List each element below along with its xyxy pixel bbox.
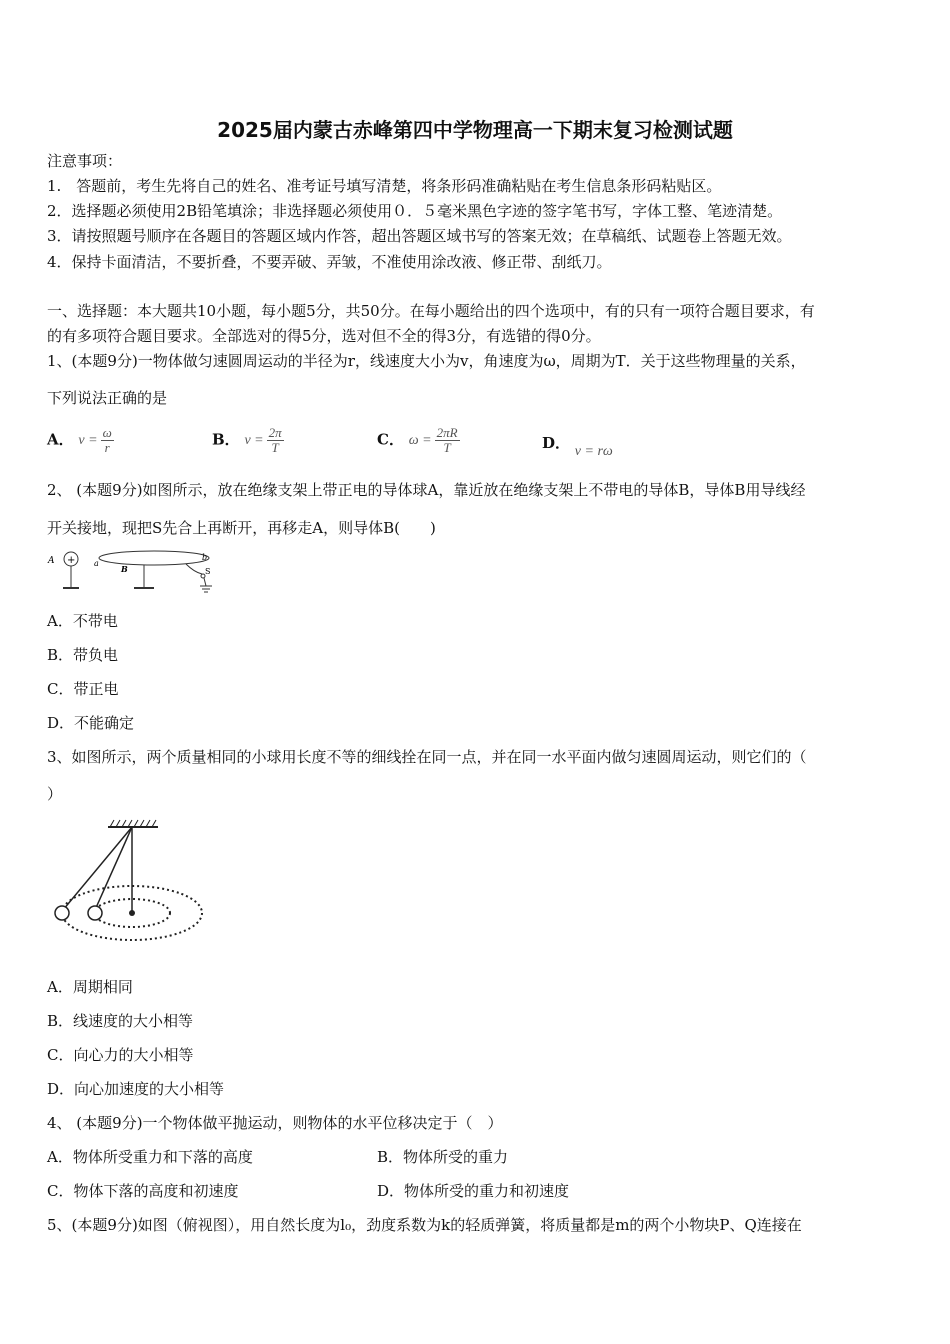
q2-option: D．不能确定 bbox=[47, 714, 135, 732]
question-2-stem: 开关接地，现把S先合上再断开，再移走A，则导体B( ) bbox=[47, 519, 436, 537]
q2-option: B．带负电 bbox=[47, 646, 119, 664]
q3-option: C．向心力的大小相等 bbox=[47, 1046, 194, 1064]
question-4-stem: 4、 (本题9分)一个物体做平抛运动，则物体的水平位移决定于（ ） bbox=[47, 1114, 503, 1132]
section-heading: 的有多项符合题目要求。全部选对的得5分，选对但不全的得3分，有选错的得0分。 bbox=[47, 327, 601, 345]
formula: v = rω bbox=[574, 444, 613, 459]
option-label: D． bbox=[542, 434, 571, 452]
notice-heading: 注意事项： bbox=[47, 152, 123, 170]
formula-numerator: 2πR bbox=[436, 425, 458, 440]
plus-sign: + bbox=[67, 555, 76, 566]
question-2-stem: 2、 (本题9分)如图所示，放在绝缘支架上带正电的导体球A，靠近放在绝缘支架上不带电的导体B，导体B用导线经 bbox=[47, 481, 806, 499]
q1-option-b bbox=[212, 426, 284, 455]
q1-option-d bbox=[542, 433, 613, 459]
notice-item: 2．选择题必须使用2B铅笔填涂；非选择题必须使用０．５毫米黑色字迹的签字笔书写，字体工整、笔迹清楚。 bbox=[47, 202, 783, 220]
q3-option: A．周期相同 bbox=[47, 978, 133, 996]
q1-option-a bbox=[47, 426, 114, 455]
formula-denominator: r bbox=[104, 440, 110, 455]
question-5-stem: 5、(本题9分)如图（俯视图），用自然长度为l₀，劲度系数为k的轻质弹簧，将质量都是m的两个小物块P、Q连接在 bbox=[47, 1216, 802, 1234]
label-switch: S bbox=[205, 567, 211, 576]
formula-denominator: T bbox=[443, 440, 451, 455]
label-b-end: b bbox=[202, 553, 208, 562]
option-label: B． bbox=[212, 430, 240, 449]
conical-pendulum-figure bbox=[50, 815, 205, 945]
q1-option-c bbox=[377, 426, 460, 455]
label-a-end: a bbox=[94, 559, 99, 568]
notice-item: 4．保持卡面清洁，不要折叠，不要弄破、弄皱，不准使用涂改液、修正带、刮纸刀。 bbox=[47, 253, 612, 271]
q2-option: C．带正电 bbox=[47, 680, 119, 698]
q4-option: D．物体所受的重力和初速度 bbox=[377, 1182, 570, 1200]
q4-option: B．物体所受的重力 bbox=[377, 1148, 509, 1166]
label-a-sphere: A bbox=[48, 556, 55, 566]
formula-numerator: ω bbox=[102, 425, 112, 440]
notice-item: 1. 答题前，考生先将自己的姓名、准考证号填写清楚，将条形码准确粘贴在考生信息条形码粘贴区。 bbox=[47, 177, 722, 195]
page-title: 2025届内蒙古赤峰第四中学物理高一下期末复习检测试题 bbox=[217, 118, 733, 142]
conductor-figure bbox=[44, 548, 224, 594]
question-3-stem: 3、如图所示，两个质量相同的小球用长度不等的细线拴在同一点，并在同一水平面内做匀速圆周运动，则它们的（ bbox=[47, 748, 807, 766]
q4-option: C．物体下落的高度和初速度 bbox=[47, 1182, 239, 1200]
q3-option: B．线速度的大小相等 bbox=[47, 1012, 194, 1030]
question-1-stem: 下列说法正确的是 bbox=[47, 389, 168, 407]
label-b-conductor: B bbox=[121, 564, 128, 574]
formula-denominator: T bbox=[271, 440, 279, 455]
formula-numerator: 2π bbox=[268, 425, 282, 440]
notice-item: 3．请按照题号顺序在各题目的答题区域内作答，超出答题区域书写的答案无效；在草稿纸、试题卷上答题无效。 bbox=[47, 227, 792, 245]
formula-lhs: v = bbox=[78, 432, 98, 448]
question-3-stem: ） bbox=[47, 785, 63, 803]
q4-option: A．物体所受重力和下落的高度 bbox=[47, 1148, 253, 1166]
q3-option: D．向心加速度的大小相等 bbox=[47, 1080, 225, 1098]
q2-option: A．不带电 bbox=[47, 612, 118, 630]
section-heading: 一、选择题：本大题共10小题，每小题5分，共50分。在每小题给出的四个选项中，有的只有一项符合题目要求，有 bbox=[47, 302, 815, 320]
option-label: A． bbox=[47, 430, 74, 449]
option-label: C． bbox=[377, 430, 404, 449]
formula-lhs: v = bbox=[244, 432, 264, 448]
formula-lhs: ω = bbox=[408, 432, 432, 448]
question-1-stem: 1、(本题9分)一物体做匀速圆周运动的半径为r，线速度大小为v，角速度为ω，周期为T．关于这些物理量的关系， bbox=[47, 352, 806, 370]
